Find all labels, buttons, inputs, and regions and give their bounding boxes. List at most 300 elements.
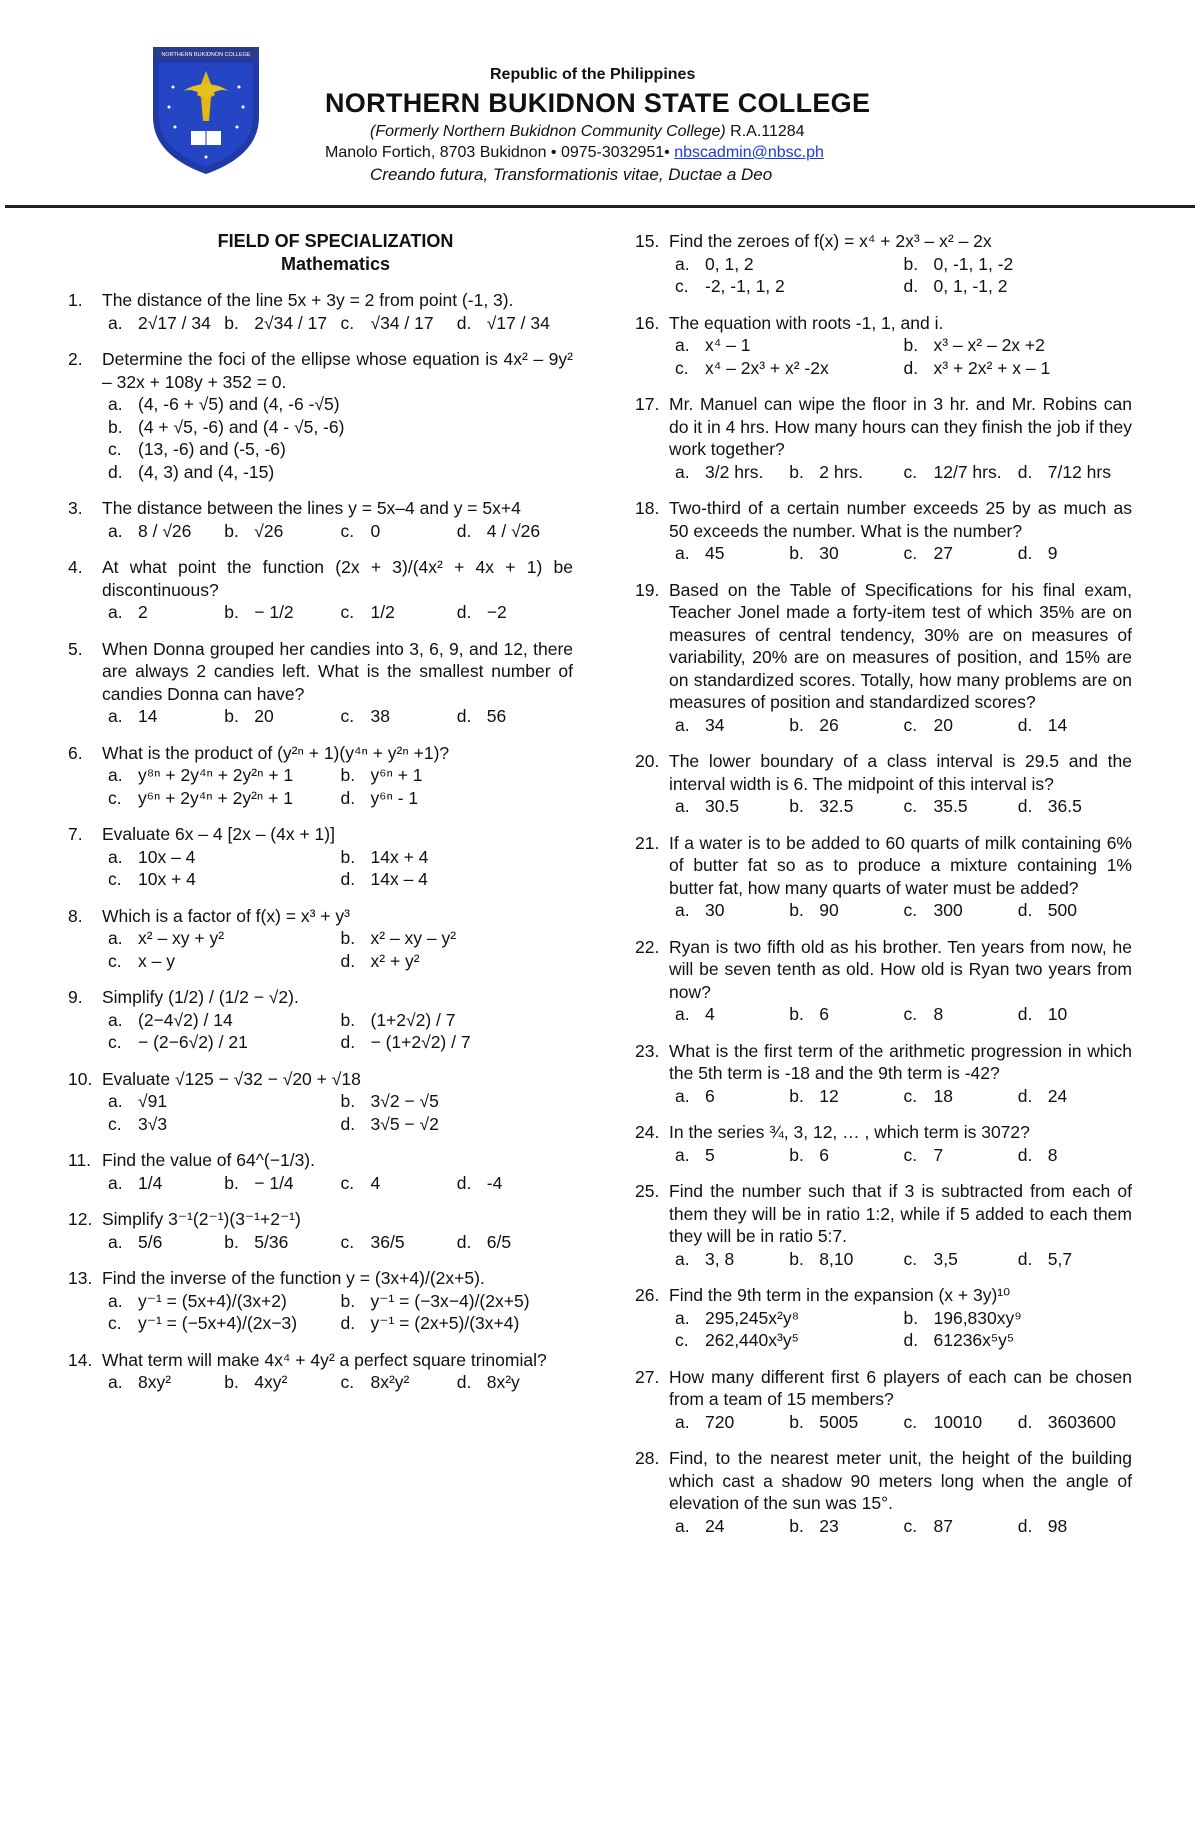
question-item	[635, 230, 1132, 298]
option-letter: b.	[224, 602, 239, 622]
option-letter: b.	[789, 1248, 804, 1269]
option-letter: c.	[108, 950, 122, 971]
option-value: 26	[819, 714, 839, 735]
answer-options	[68, 846, 573, 891]
answer-option	[904, 899, 1018, 922]
answer-option	[341, 601, 457, 624]
answer-option	[108, 1113, 341, 1136]
option-letter: a.	[675, 1085, 690, 1106]
letterhead-text	[325, 66, 885, 185]
question-text: Simplify (1/2) / (1/2 − √2).	[102, 987, 299, 1007]
answer-option	[675, 542, 789, 565]
option-value: 87	[933, 1515, 953, 1536]
question-item	[635, 1284, 1132, 1352]
option-letter: b.	[789, 900, 804, 920]
answer-option	[341, 1113, 574, 1136]
question-text: Determine the foci of the ellipse whose equation is 4x² – 9y² – 32x + 108y + 352 = 0.	[102, 349, 573, 392]
option-value: 20	[254, 706, 274, 726]
option-value: 27	[933, 543, 953, 563]
option-letter: b.	[789, 1411, 804, 1432]
option-value: 10	[1047, 1004, 1068, 1024]
option-letter: c.	[675, 276, 689, 296]
answer-options	[68, 1290, 573, 1335]
option-letter: b.	[340, 765, 356, 785]
option-letter: a.	[108, 1172, 123, 1193]
option-value: 20	[933, 714, 953, 735]
option-value: 196,830xy⁹	[933, 1307, 1022, 1328]
question-line	[68, 497, 573, 520]
question-item	[68, 986, 573, 1054]
answer-option	[904, 1411, 1018, 1434]
option-letter: a.	[675, 900, 690, 920]
answer-option	[675, 461, 789, 484]
question-number: 20.	[635, 751, 660, 771]
question-number: 24.	[635, 1122, 660, 1142]
option-letter: c.	[903, 461, 918, 482]
option-value: 23	[819, 1515, 839, 1536]
option-letter: a.	[675, 1307, 690, 1328]
question-text: How many different first 6 players of each can be chosen from a team of 15 members?	[669, 1366, 1132, 1409]
email-link[interactable]: nbscadmin@nbsc.ph	[674, 144, 824, 161]
option-value: 35.5	[933, 796, 968, 816]
question-text: Find the number such that if 3 is subtracted from each of them they will be in ratio 1:2, while if 5 added to each them they will be in ratio 5:7.	[669, 1181, 1132, 1246]
question-line	[68, 1349, 573, 1372]
option-letter: d.	[456, 1372, 472, 1392]
answer-option	[457, 1371, 573, 1394]
answer-option	[904, 1003, 1018, 1026]
answer-option	[904, 461, 1018, 484]
option-value: y⁻¹ = (5x+4)/(3x+2)	[138, 1290, 287, 1311]
answer-options	[68, 1371, 573, 1394]
option-value: (4, -6 + √5) and (4, -6 -√5)	[138, 394, 340, 414]
answer-option	[224, 705, 340, 728]
answer-option	[108, 416, 573, 439]
option-value: x – y	[138, 950, 175, 971]
question-line	[68, 986, 573, 1009]
option-letter: a.	[675, 1248, 690, 1269]
question-line	[635, 497, 1132, 542]
option-value: x⁴ – 1	[705, 335, 751, 355]
answer-option	[675, 714, 789, 737]
answer-options	[68, 393, 573, 483]
question-number: 28.	[635, 1448, 660, 1468]
question-text: Based on the Table of Specifications for his final exam, Teacher Jonel made a forty-item test of which 35% are on measures of central tendency, 30% are on measures of variability, 20% are on measures of position, and 15% are on standardized scores. Totally, how many problems are on measures of position and standardized scores?	[669, 579, 1132, 712]
option-value: 18	[933, 1085, 953, 1106]
option-value: 10x – 4	[138, 846, 196, 867]
answer-option	[341, 1031, 574, 1054]
answer-option	[904, 1085, 1018, 1108]
answer-options	[68, 520, 573, 543]
question-item	[68, 1068, 573, 1136]
answer-option	[789, 795, 903, 818]
option-letter: a.	[108, 1290, 123, 1311]
option-letter: b.	[340, 1290, 356, 1311]
option-letter: c.	[340, 602, 355, 622]
college-name: NORTHERN BUKIDNON STATE COLLEGE	[325, 88, 871, 118]
question-line	[68, 348, 573, 393]
answer-option	[341, 520, 457, 543]
answer-options	[635, 1515, 1132, 1538]
answer-option	[341, 787, 574, 810]
option-value: 14	[138, 706, 158, 726]
option-letter: d.	[903, 1330, 919, 1350]
option-letter: c.	[903, 900, 918, 920]
question-text: Find the value of 64^(−1/3).	[102, 1150, 315, 1170]
answer-option	[108, 393, 573, 416]
question-line	[68, 1068, 573, 1091]
option-letter: d.	[456, 312, 472, 333]
option-value: 3√5 − √2	[370, 1113, 439, 1134]
answer-option	[108, 1290, 341, 1313]
answer-option	[675, 357, 904, 380]
option-letter: d.	[1017, 461, 1033, 482]
option-value: 14x – 4	[370, 869, 428, 889]
option-letter: c.	[903, 543, 918, 563]
option-value: 295,245x²y⁸	[705, 1307, 799, 1328]
answer-option	[224, 601, 340, 624]
option-value: 32.5	[819, 796, 854, 816]
question-number: 19.	[635, 579, 660, 600]
answer-option	[675, 899, 789, 922]
question-text: Evaluate √125 − √32 − √20 + √18	[102, 1068, 361, 1089]
option-letter: a.	[108, 846, 123, 867]
answer-option	[1018, 899, 1132, 922]
option-letter: a.	[675, 796, 690, 816]
question-number: 25.	[635, 1181, 660, 1201]
option-letter: d.	[1017, 1085, 1033, 1106]
answer-option	[1018, 1411, 1132, 1434]
question-item	[68, 289, 573, 334]
answer-option	[108, 764, 341, 787]
option-letter: b.	[789, 796, 804, 816]
option-value: (13, -6) and (-5, -6)	[138, 439, 286, 459]
answer-option	[341, 1090, 574, 1113]
question-text: Which is a factor of f(x) = x³ + y³	[102, 905, 350, 926]
answer-option	[224, 1371, 340, 1394]
answer-options	[68, 1231, 573, 1254]
option-value: 90	[819, 900, 839, 920]
right-column	[635, 230, 1132, 1551]
option-letter: d.	[456, 1231, 472, 1252]
answer-option	[108, 312, 224, 335]
answer-option	[457, 601, 573, 624]
question-item	[68, 556, 573, 624]
answer-option	[224, 520, 340, 543]
question-text: At what point the function (2x + 3)/(4x² + 4x + 1) be discontinuous?	[102, 557, 573, 600]
answer-option	[675, 1329, 904, 1352]
republic-line: Republic of the Philippines	[490, 66, 696, 83]
answer-options	[635, 899, 1132, 922]
answer-option	[904, 1248, 1018, 1271]
answer-option	[341, 705, 457, 728]
answer-options	[635, 1307, 1132, 1352]
option-letter: b.	[340, 1091, 356, 1111]
answer-option	[789, 1003, 903, 1026]
question-text: Find the zeroes of f(x) = x⁴ + 2x³ – x² – 2x	[669, 231, 992, 251]
option-letter: d.	[456, 1172, 472, 1193]
answer-option	[341, 764, 574, 787]
question-number: 6.	[68, 742, 83, 763]
option-letter: d.	[903, 357, 919, 378]
option-value: 3603600	[1047, 1411, 1116, 1432]
option-letter: a.	[675, 1144, 690, 1165]
answer-options	[635, 1144, 1132, 1167]
option-value: 7/12 hrs	[1047, 461, 1111, 482]
formerly-text: (Formerly Northern Bukidnon Community College)	[370, 123, 726, 140]
option-value: 6	[705, 1085, 715, 1106]
question-line	[635, 1366, 1132, 1411]
option-value: √34 / 17	[370, 312, 434, 333]
answer-option	[341, 950, 574, 973]
option-letter: d.	[1017, 543, 1033, 563]
option-letter: d.	[340, 1113, 356, 1134]
answer-option	[108, 787, 341, 810]
option-letter: a.	[675, 461, 690, 482]
answer-option	[904, 542, 1018, 565]
answer-option	[1018, 1003, 1132, 1026]
question-line	[68, 742, 573, 765]
answer-option	[675, 253, 904, 276]
question-line	[635, 1121, 1132, 1144]
question-number: 27.	[635, 1366, 660, 1387]
option-letter: d.	[1017, 1411, 1033, 1432]
answer-option	[108, 1312, 341, 1335]
question-number: 3.	[68, 498, 83, 518]
answer-option	[904, 334, 1133, 357]
question-list-right	[635, 230, 1132, 1537]
option-letter: b.	[789, 543, 804, 563]
answer-option	[1018, 1144, 1132, 1167]
answer-option	[1018, 795, 1132, 818]
option-letter: b.	[789, 1004, 804, 1024]
option-letter: a.	[108, 1091, 123, 1111]
question-number: 10.	[68, 1068, 93, 1089]
question-item	[68, 497, 573, 542]
option-value: x² – xy – y²	[370, 928, 457, 948]
question-item	[635, 497, 1132, 565]
option-letter: b.	[340, 928, 356, 948]
option-value: 36/5	[370, 1231, 405, 1252]
answer-option	[108, 461, 573, 484]
answer-option	[341, 927, 574, 950]
option-value: 7	[933, 1144, 944, 1165]
question-number: 4.	[68, 557, 83, 577]
option-letter: b.	[903, 253, 919, 274]
answer-option	[108, 705, 224, 728]
option-letter: b.	[224, 706, 239, 726]
option-letter: d.	[340, 950, 356, 971]
option-value: y⁸ⁿ + 2y⁴ⁿ + 2y²ⁿ + 1	[138, 765, 294, 785]
option-letter: a.	[108, 1372, 123, 1392]
question-number: 18.	[635, 498, 660, 518]
answer-option	[341, 1290, 574, 1313]
option-letter: b.	[224, 312, 239, 333]
question-text: Mr. Manuel can wipe the floor in 3 hr. and Mr. Robins can do it in 4 hrs. How many hours can they finish the job if they work together?	[669, 394, 1132, 459]
address-line	[325, 144, 885, 162]
answer-options	[635, 714, 1132, 737]
question-number: 11.	[68, 1150, 92, 1170]
question-item	[635, 1447, 1132, 1537]
option-letter: b.	[789, 714, 804, 735]
option-letter: c.	[903, 1411, 918, 1432]
option-value: 30.5	[705, 796, 740, 816]
option-letter: c.	[108, 1313, 122, 1333]
option-value: 5/36	[254, 1231, 289, 1252]
answer-option	[108, 927, 341, 950]
answer-option	[675, 795, 789, 818]
question-text: When Donna grouped her candies into 3, 6, 9, and 12, there are always 2 candies left. What is the smallest number of candies Donna can have?	[102, 638, 573, 704]
option-letter: c.	[675, 357, 689, 378]
answer-option	[341, 1172, 457, 1195]
option-letter: a.	[675, 714, 690, 735]
option-letter: c.	[340, 1372, 355, 1392]
option-letter: a.	[108, 765, 123, 785]
question-text: Simplify 3⁻¹(2⁻¹)(3⁻¹+2⁻¹)	[102, 1209, 301, 1229]
question-item	[635, 936, 1132, 1026]
option-value: 36.5	[1047, 796, 1082, 816]
option-value: − (1+2√2) / 7	[370, 1032, 471, 1052]
option-value: -4	[486, 1172, 503, 1193]
answer-option	[904, 275, 1133, 298]
question-text: Two-third of a certain number exceeds 25 by as much as 50 exceeds the number. What is the number?	[669, 498, 1132, 541]
answer-option	[675, 1003, 789, 1026]
option-value: 61236x⁵y⁵	[933, 1330, 1015, 1350]
answer-option	[675, 1515, 789, 1538]
question-line	[68, 638, 573, 706]
option-value: 2√34 / 17	[254, 312, 328, 333]
answer-option	[108, 438, 573, 461]
answer-options	[635, 1248, 1132, 1271]
question-number: 9.	[68, 987, 83, 1007]
answer-option	[341, 1009, 574, 1032]
option-value: 8x²y	[486, 1372, 520, 1392]
option-letter: a.	[675, 1515, 690, 1536]
ra-number: R.A.11284	[730, 123, 805, 140]
option-letter: c.	[340, 312, 355, 333]
option-value: −2	[486, 602, 507, 622]
option-value: 720	[705, 1411, 735, 1432]
answer-option	[108, 1231, 224, 1254]
option-letter: a.	[675, 335, 690, 355]
option-value: y⁻¹ = (−5x+4)/(2x−3)	[138, 1313, 298, 1333]
answer-option	[1018, 542, 1132, 565]
option-value: − 1/4	[254, 1172, 294, 1193]
option-value: 0, -1, 1, -2	[933, 253, 1014, 274]
option-letter: c.	[903, 714, 918, 735]
option-letter: c.	[903, 1248, 918, 1269]
option-value: 3,5	[933, 1248, 958, 1269]
question-item	[68, 1149, 573, 1194]
option-value: y⁶ⁿ + 1	[370, 765, 423, 785]
option-value: x³ + 2x² + x – 1	[933, 357, 1051, 378]
option-value: 6/5	[486, 1231, 512, 1252]
option-value: y⁻¹ = (−3x−4)/(2x+5)	[370, 1290, 530, 1311]
question-number: 12.	[68, 1209, 93, 1229]
option-value: 30	[819, 543, 839, 563]
option-letter: b.	[340, 1009, 356, 1030]
answer-option	[1018, 1515, 1132, 1538]
question-number: 5.	[68, 638, 83, 659]
answer-option	[904, 253, 1133, 276]
answer-option	[108, 1009, 341, 1032]
answer-option	[675, 1411, 789, 1434]
answer-option	[108, 950, 341, 973]
question-item	[635, 832, 1132, 922]
option-value: 0, 1, 2	[705, 253, 754, 274]
answer-options	[635, 1085, 1132, 1108]
option-letter: d.	[108, 461, 123, 482]
question-number: 22.	[635, 936, 660, 957]
option-value: √26	[254, 520, 284, 541]
option-value: 9	[1047, 543, 1058, 563]
answer-option	[675, 1144, 789, 1167]
formerly-line	[370, 123, 885, 141]
option-letter: c.	[903, 1515, 918, 1536]
option-letter: d.	[1017, 1144, 1033, 1165]
question-text: If a water is to be added to 60 quarts of milk containing 6% of butter fat so as to produce a mixture containing 1% butter fat, how many quarts of water must be added?	[669, 832, 1132, 898]
question-line	[635, 936, 1132, 1004]
option-letter: d.	[1017, 796, 1033, 816]
answer-option	[675, 334, 904, 357]
answer-option	[108, 601, 224, 624]
question-line	[68, 1208, 573, 1231]
answer-option	[108, 868, 341, 891]
option-letter: c.	[108, 1032, 122, 1052]
question-line	[635, 312, 1132, 335]
question-item	[635, 1366, 1132, 1434]
option-letter: d.	[903, 276, 919, 296]
option-letter: d.	[1017, 714, 1033, 735]
option-value: 24	[1047, 1085, 1068, 1106]
question-item	[68, 348, 573, 483]
option-value: 12/7 hrs.	[933, 461, 1002, 482]
question-line	[635, 832, 1132, 900]
option-value: 2	[138, 602, 148, 622]
question-text: In the series ¾, 3, 12, … , which term is 3072?	[669, 1122, 1030, 1142]
option-value: 24	[705, 1515, 725, 1536]
option-value: 3/2 hrs.	[705, 461, 764, 482]
option-value: x⁴ – 2x³ + x² -2x	[705, 357, 829, 378]
option-letter: d.	[340, 1032, 356, 1052]
question-item	[68, 905, 573, 973]
option-value: (1+2√2) / 7	[370, 1009, 456, 1030]
option-letter: a.	[108, 1231, 123, 1252]
option-value: 1/2	[370, 602, 395, 622]
option-value: 0	[370, 520, 381, 541]
option-value: y⁶ⁿ + 2y⁴ⁿ + 2y²ⁿ + 1	[138, 787, 293, 808]
option-value: 8	[933, 1004, 944, 1024]
question-text: The distance between the lines y = 5x–4 and y = 5x+4	[102, 498, 521, 518]
question-text: What is the first term of the arithmetic progression in which the 5th term is -18 and the 9th term is -42?	[669, 1040, 1132, 1083]
question-list-left	[68, 289, 573, 1394]
option-letter: c.	[108, 869, 122, 889]
question-line	[68, 1267, 573, 1290]
option-value: 5/6	[138, 1231, 163, 1252]
option-letter: b.	[789, 1515, 804, 1536]
question-line	[635, 1447, 1132, 1515]
question-number: 2.	[68, 349, 83, 369]
answer-option	[224, 1172, 340, 1195]
question-text: Evaluate 6x – 4 [2x – (4x + 1)]	[102, 824, 335, 844]
question-line	[68, 289, 573, 312]
answer-options	[68, 312, 573, 335]
option-letter: b.	[224, 1172, 239, 1193]
answer-option	[1018, 461, 1132, 484]
answer-option	[675, 275, 904, 298]
answer-option	[675, 1307, 904, 1330]
option-letter: a.	[108, 928, 123, 948]
option-value: 34	[705, 714, 725, 735]
